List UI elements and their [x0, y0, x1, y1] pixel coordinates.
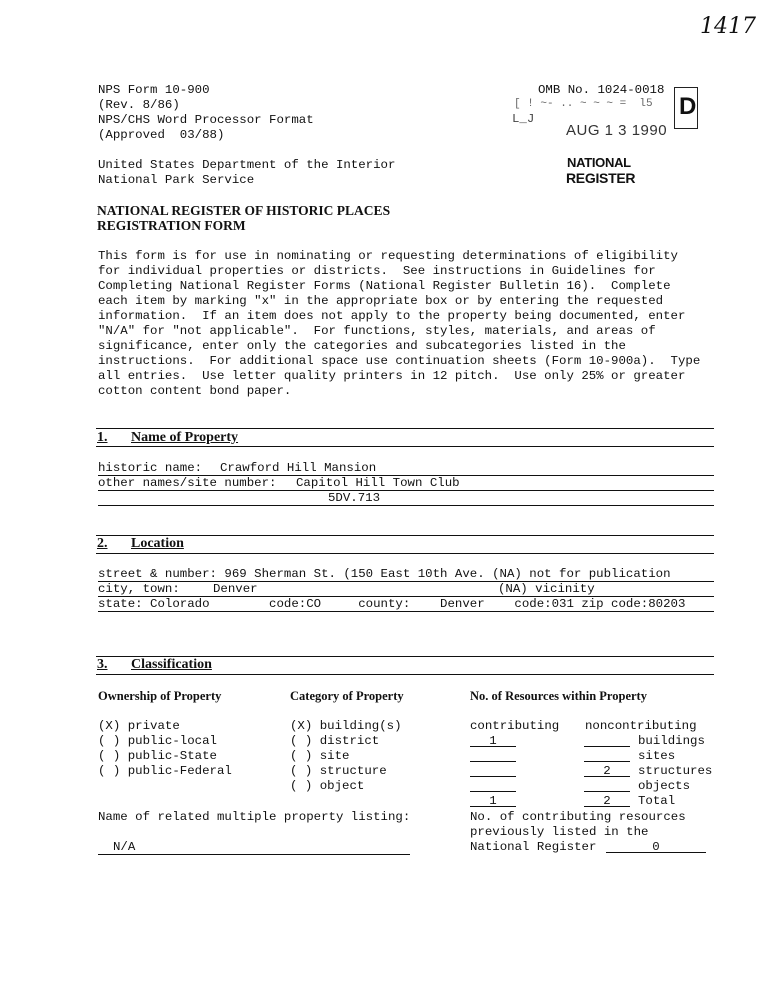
other-names-value: Capitol Hill Town Club [296, 476, 460, 490]
instruction-line: for individual properties or districts. See instructions in Guidelines for [98, 264, 656, 278]
prev-listed-count-field[interactable]: 0 [606, 840, 706, 853]
state-line: state: Colorado code:CO county: Denver code:031 zip code:80203 [98, 597, 686, 611]
street-rule [98, 581, 714, 582]
resource-label-objects: objects [638, 779, 691, 793]
section1-heading: Name of Property [131, 430, 239, 445]
contributing-structures-field[interactable] [470, 764, 516, 777]
related-listing-label: Name of related multiple property listing: [98, 810, 411, 824]
contributing-objects-field[interactable] [470, 779, 516, 792]
city-value: Denver [213, 582, 258, 596]
ownership-public-federal-option[interactable]: ( ) public-Federal [98, 764, 232, 778]
prev-listed-line1: No. of contributing resources [470, 810, 686, 824]
state-rule [98, 611, 714, 612]
prev-listed-line3: National Register [470, 840, 597, 854]
related-listing-value[interactable]: N/A [113, 840, 136, 854]
stamp-national: NATIONAL [567, 155, 631, 170]
stamp-letter: D [679, 93, 697, 120]
instruction-line: This form is for use in nominating or requesting determinations of eligibility [98, 249, 678, 263]
historic-name-value: Crawford Hill Mansion [220, 461, 377, 475]
noncontributing-label: noncontributing [585, 719, 697, 733]
resource-label-structures: structures [638, 764, 713, 778]
resource-label-sites: sites [638, 749, 676, 763]
other-names-label: other names/site number: [98, 476, 277, 490]
instruction-line: cotton content bond paper. [98, 384, 292, 398]
form-number: NPS Form 10-900 [98, 83, 210, 97]
section2-bottom-rule [96, 553, 714, 554]
form-approved: (Approved 03/88) [98, 128, 225, 142]
section1-bottom-rule [96, 446, 714, 447]
noncontributing-sites-field[interactable] [584, 749, 630, 762]
other-names-line [98, 490, 714, 491]
category-column-header: Category of Property [290, 689, 404, 703]
stamp-register: REGISTER [566, 170, 636, 186]
noncontributing-total-field[interactable]: 2 [584, 794, 630, 807]
form-format: NPS/CHS Word Processor Format [98, 113, 314, 127]
section3-number: 3. [97, 657, 108, 672]
resource-label-buildings: buildings [638, 734, 705, 748]
category-object-option[interactable]: ( ) object [290, 779, 365, 793]
resource-label-total: Total [638, 794, 676, 808]
ownership-public-state-option[interactable]: ( ) public-State [98, 749, 217, 763]
site-number-line [98, 505, 714, 506]
instruction-line: Completing National Register Forms (National Register Bulletin 16). Complete [98, 279, 671, 293]
vicinity-option: (NA) vicinity [498, 582, 595, 596]
form-subtitle: REGISTRATION FORM [97, 218, 246, 233]
category-site-option[interactable]: ( ) site [290, 749, 350, 763]
stamp-faded-marks: [ ! ~- .. ~ ~ ~ = l5 [514, 98, 653, 110]
contributing-label: contributing [470, 719, 560, 733]
section2-heading: Location [131, 536, 184, 551]
section3-heading: Classification [131, 657, 212, 672]
contributing-sites-field[interactable] [470, 749, 516, 762]
instruction-line: information. If an item does not apply to the property being documented, enter [98, 309, 686, 323]
section3-bottom-rule [96, 674, 714, 675]
noncontributing-structures-field[interactable]: 2 [584, 764, 630, 777]
omb-number: OMB No. 1024-0018 [538, 83, 665, 97]
instruction-line: each item by marking "x" in the appropriate box or by entering the requested [98, 294, 664, 308]
form-revision: (Rev. 8/86) [98, 98, 180, 112]
stamp-corner-marks: L_J [512, 112, 535, 126]
instruction-line: all entries. Use letter quality printers in 12 pitch. Use only 25% or greater [98, 369, 686, 383]
instruction-line: significance, enter only the categories and subcategories listed in the [98, 339, 626, 353]
historic-name-label: historic name: [98, 461, 203, 475]
resources-column-header: No. of Resources within Property [470, 689, 647, 703]
category-structure-option[interactable]: ( ) structure [290, 764, 387, 778]
prev-listed-line2: previously listed in the [470, 825, 649, 839]
instruction-line: "N/A" for "not applicable". For functions, styles, materials, and areas of [98, 324, 656, 338]
form-title: NATIONAL REGISTER OF HISTORIC PLACES [97, 203, 391, 218]
site-number-value: 5DV.713 [328, 491, 381, 505]
section1-top-rule [96, 428, 714, 429]
noncontributing-objects-field[interactable] [584, 779, 630, 792]
section1-number: 1. [97, 430, 108, 445]
section2-number: 2. [97, 536, 108, 551]
department-line2: National Park Service [98, 173, 255, 187]
department-line1: United States Department of the Interior [98, 158, 396, 172]
city-label: city, town: [98, 582, 180, 596]
instruction-line: instructions. For additional space use continuation sheets (Form 10-900a). Type [98, 354, 701, 368]
related-listing-line [98, 854, 410, 855]
ownership-public-local-option[interactable]: ( ) public-local [98, 734, 217, 748]
category-district-option[interactable]: ( ) district [290, 734, 380, 748]
ownership-column-header: Ownership of Property [98, 689, 222, 703]
category-buildings-option[interactable]: (X) building(s) [290, 719, 402, 733]
handwritten-number: 1417 [700, 14, 756, 39]
contributing-buildings-field[interactable]: 1 [470, 734, 516, 747]
section2-top-rule [96, 535, 714, 536]
stamp-received-date: AUG 1 3 1990 [566, 122, 668, 139]
street-number-line: street & number: 969 Sherman St. (150 East 10th Ave. (NA) not for publication [98, 567, 671, 581]
noncontributing-buildings-field[interactable] [584, 734, 630, 747]
contributing-total-field[interactable]: 1 [470, 794, 516, 807]
ownership-private-option[interactable]: (X) private [98, 719, 180, 733]
